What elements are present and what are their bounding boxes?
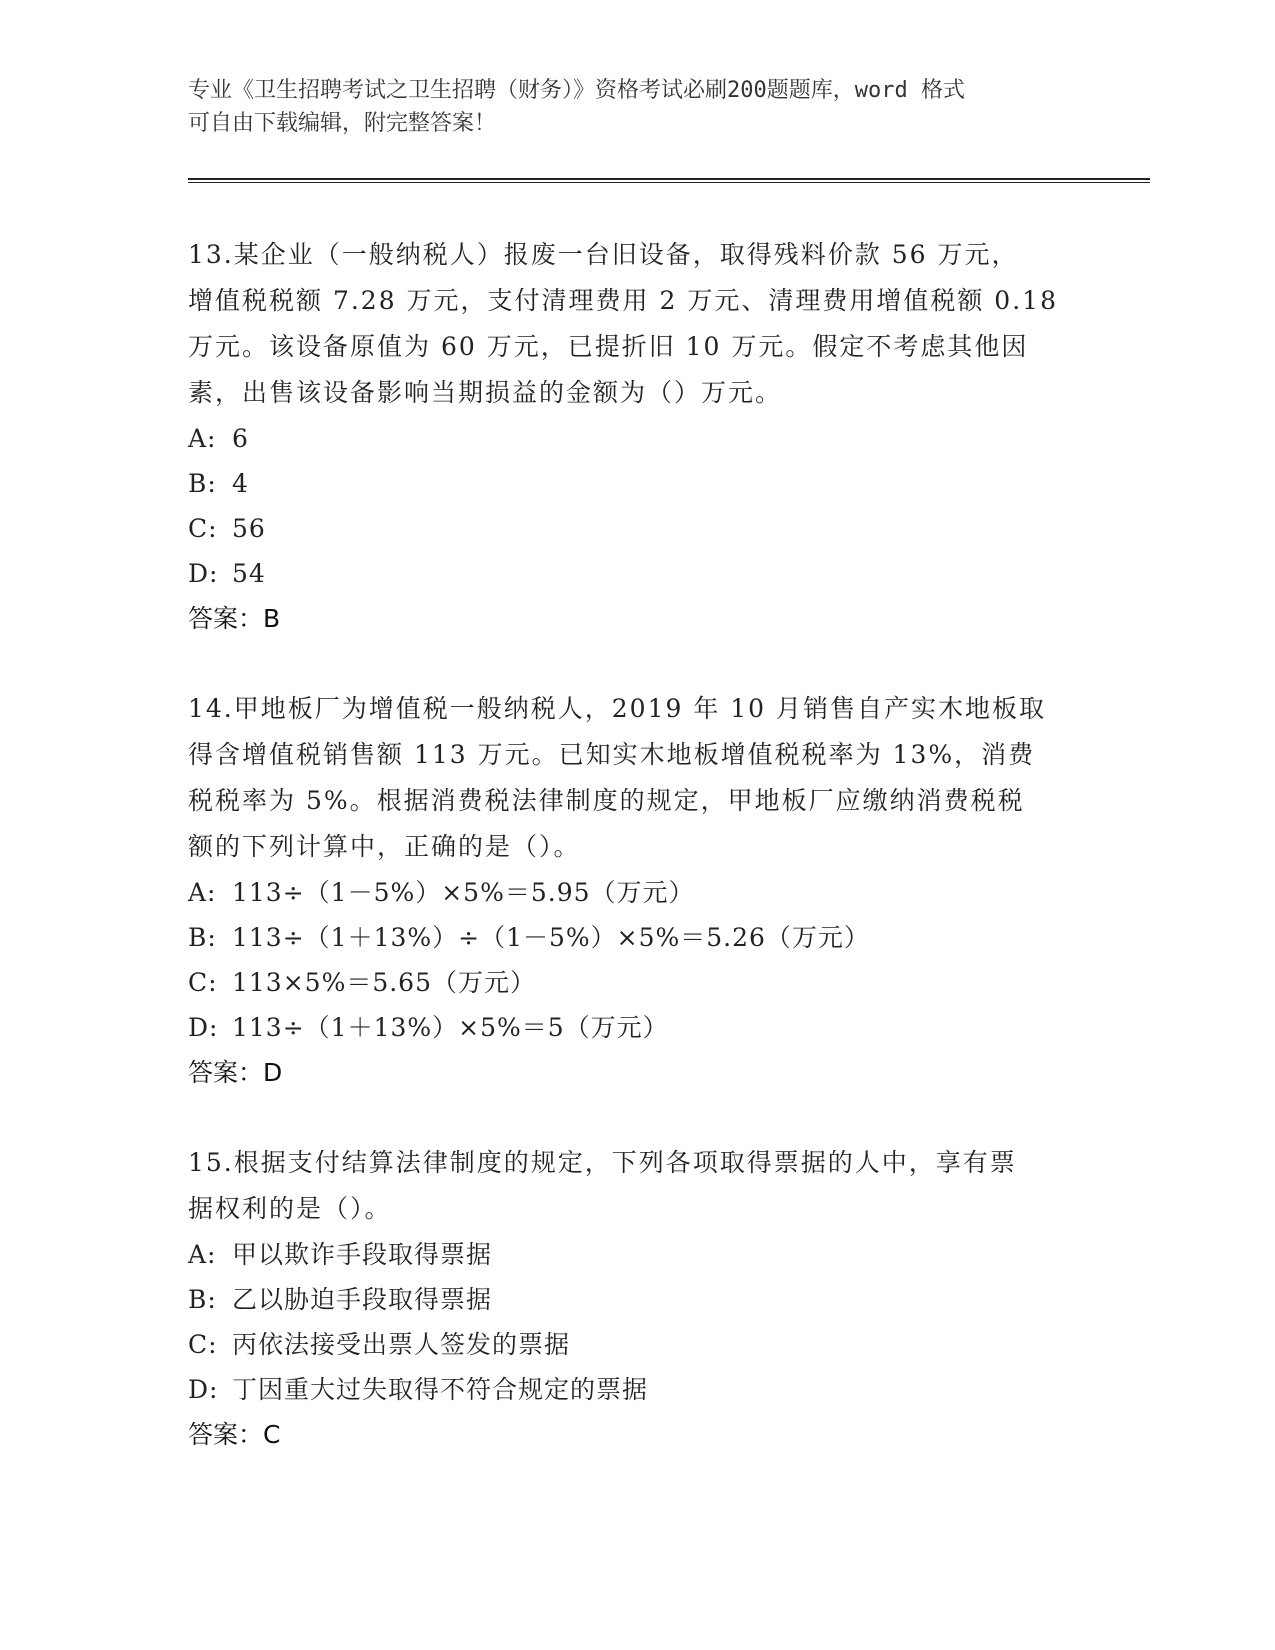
option-b	[188, 461, 1088, 506]
option-c	[188, 506, 1088, 551]
question-stem-line: 额的下列计算中，正确的是（）。	[188, 832, 581, 861]
question-13	[188, 232, 1088, 642]
option-text: 113÷（1＋13%）×5%＝5（万元）	[232, 1013, 669, 1042]
option-letter: B:	[188, 1285, 217, 1314]
option-letter: D:	[188, 559, 219, 588]
question-stem-line: 13.某企业（一般纳税人）报废一台旧设备，取得残料价款 56 万元，	[188, 240, 1019, 269]
option-b	[188, 915, 1088, 960]
question-15	[188, 1140, 1088, 1458]
option-d	[188, 1005, 1088, 1050]
answer-line: 答案：C	[188, 1420, 281, 1449]
option-b	[188, 1277, 1088, 1322]
option-d	[188, 1367, 1088, 1412]
question-stem-line: 得含增值税销售额 113 万元。已知实木地板增值税税率为 13%，消费	[188, 740, 1036, 769]
option-text: 丙依法接受出票人签发的票据	[232, 1330, 571, 1359]
option-text: 乙以胁迫手段取得票据	[232, 1285, 493, 1314]
option-letter: C:	[188, 1330, 218, 1359]
question-stem-line: 素，出售该设备影响当期损益的金额为（）万元。	[188, 378, 783, 407]
document-header	[188, 74, 1088, 140]
header-divider	[188, 178, 1150, 183]
question-stem-line: 据权利的是（）。	[188, 1194, 392, 1223]
option-text: 甲以欺诈手段取得票据	[232, 1240, 493, 1269]
answer-line: 答案：B	[188, 604, 281, 633]
option-letter: D:	[188, 1013, 219, 1042]
question-stem-line: 增值税税额 7.28 万元，支付清理费用 2 万元、清理费用增值税额 0.18	[188, 286, 1058, 315]
option-letter: A:	[188, 878, 217, 907]
option-letter: A:	[188, 424, 217, 453]
question-14	[188, 686, 1088, 1096]
question-stem-line: 14.甲地板厂为增值税一般纳税人，2019 年 10 月销售自产实木地板取	[188, 694, 1047, 723]
option-a	[188, 416, 1088, 461]
option-text: 4	[232, 469, 249, 498]
option-letter: C:	[188, 514, 218, 543]
option-a	[188, 1232, 1088, 1277]
option-letter: B:	[188, 469, 217, 498]
option-text: 6	[232, 424, 249, 453]
option-letter: D:	[188, 1375, 219, 1404]
option-c	[188, 1322, 1088, 1367]
question-stem-line: 万元。该设备原值为 60 万元，已提折旧 10 万元。假定不考虑其他因	[188, 332, 1029, 361]
option-text: 113÷（1－5%）×5%＝5.95（万元）	[232, 878, 695, 907]
option-text: 113÷（1＋13%）÷（1－5%）×5%＝5.26（万元）	[232, 923, 870, 952]
option-text: 54	[232, 559, 266, 588]
option-d	[188, 551, 1088, 596]
option-text: 113×5%＝5.65（万元）	[232, 968, 536, 997]
question-stem-line: 税税率为 5%。根据消费税法律制度的规定，甲地板厂应缴纳消费税税	[188, 786, 1025, 815]
option-c	[188, 960, 1088, 1005]
option-a	[188, 870, 1088, 915]
option-text: 56	[232, 514, 266, 543]
question-stem-line: 15.根据支付结算法律制度的规定，下列各项取得票据的人中，享有票	[188, 1148, 1017, 1177]
option-letter: A:	[188, 1240, 217, 1269]
header-line-1: 专业《卫生招聘考试之卫生招聘（财务）》资格考试必刷200题题库，word 格式	[188, 78, 965, 103]
option-letter: C:	[188, 968, 218, 997]
header-line-2: 可自由下载编辑，附完整答案！	[188, 111, 497, 136]
option-text: 丁因重大过失取得不符合规定的票据	[232, 1375, 649, 1404]
option-letter: B:	[188, 923, 217, 952]
answer-line: 答案：D	[188, 1058, 283, 1087]
